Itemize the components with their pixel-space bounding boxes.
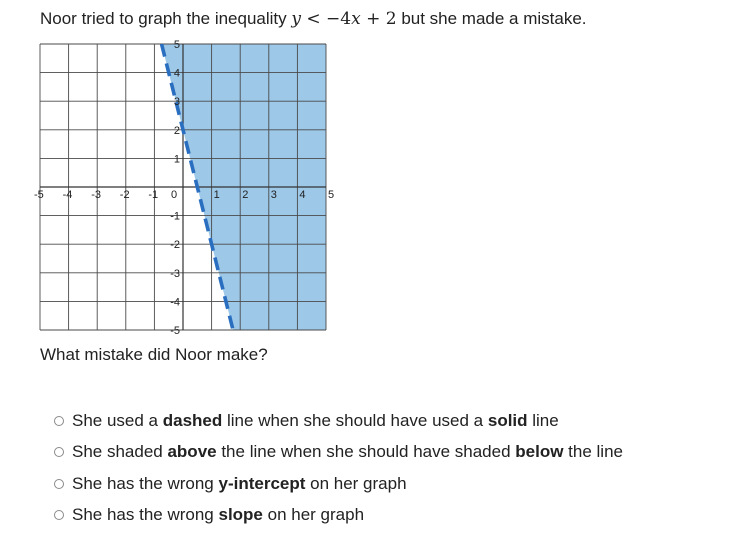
inequality-constant: + 2 <box>360 9 397 29</box>
prompt-text-before: Noor tried to graph the inequality <box>40 9 292 28</box>
y-tick-label: 2 <box>173 124 180 137</box>
inequality-graph <box>34 39 335 337</box>
x-tick-label: 0 <box>170 189 178 201</box>
choice-label: She has the wrong y-intercept on her graph <box>72 473 407 493</box>
inequality-less-than: < <box>300 9 327 29</box>
question-text: What mistake did Noor make? <box>40 345 268 364</box>
choice-dashed-line[interactable] <box>54 405 623 437</box>
problem-statement <box>40 8 587 30</box>
x-tick-label: 1 <box>213 189 220 201</box>
x-tick-label: 3 <box>270 189 277 201</box>
x-tick-label: -4 <box>62 189 73 201</box>
choice-label: She used a dashed line when she should have used a solid line <box>72 410 559 430</box>
x-tick-label: -1 <box>148 189 159 201</box>
y-tick-label: -3 <box>170 267 180 280</box>
choice-label: She shaded above the line when she should have shaded below the line <box>72 442 623 462</box>
choice-wrong-y-intercept[interactable] <box>54 468 623 500</box>
y-tick-label: -1 <box>170 210 180 223</box>
y-tick-label: -2 <box>170 239 180 252</box>
x-tick-label: -5 <box>34 189 44 201</box>
choice-label: She has the wrong slope on her graph <box>72 505 365 525</box>
inequality-expression <box>291 9 396 29</box>
x-tick-label: -2 <box>119 189 130 201</box>
radio-button[interactable] <box>54 510 64 520</box>
prompt-text-after: but she made a mistake. <box>396 9 587 28</box>
choice-wrong-slope[interactable] <box>54 500 623 532</box>
inequality-coefficient: 4 <box>340 9 352 29</box>
answer-choices <box>54 405 623 531</box>
y-tick-label: 3 <box>173 96 180 109</box>
x-tick-label: 2 <box>242 189 249 201</box>
radio-button[interactable] <box>54 416 64 426</box>
y-tick-label: 5 <box>173 39 180 51</box>
choice-shaded-side[interactable] <box>54 437 623 469</box>
inequality-var-x: x <box>351 9 361 29</box>
radio-button[interactable] <box>54 479 64 489</box>
y-tick-label: 1 <box>173 153 180 166</box>
y-tick-label: -5 <box>170 325 180 337</box>
x-tick-label: 4 <box>299 189 306 201</box>
inequality-var-y: y <box>291 9 301 29</box>
x-tick-label: 5 <box>328 189 335 201</box>
radio-button[interactable] <box>54 447 64 457</box>
x-tick-label: -3 <box>91 189 101 201</box>
inequality-minus: − <box>326 9 341 29</box>
y-tick-label: 4 <box>173 67 180 80</box>
y-tick-label: -4 <box>170 296 180 309</box>
